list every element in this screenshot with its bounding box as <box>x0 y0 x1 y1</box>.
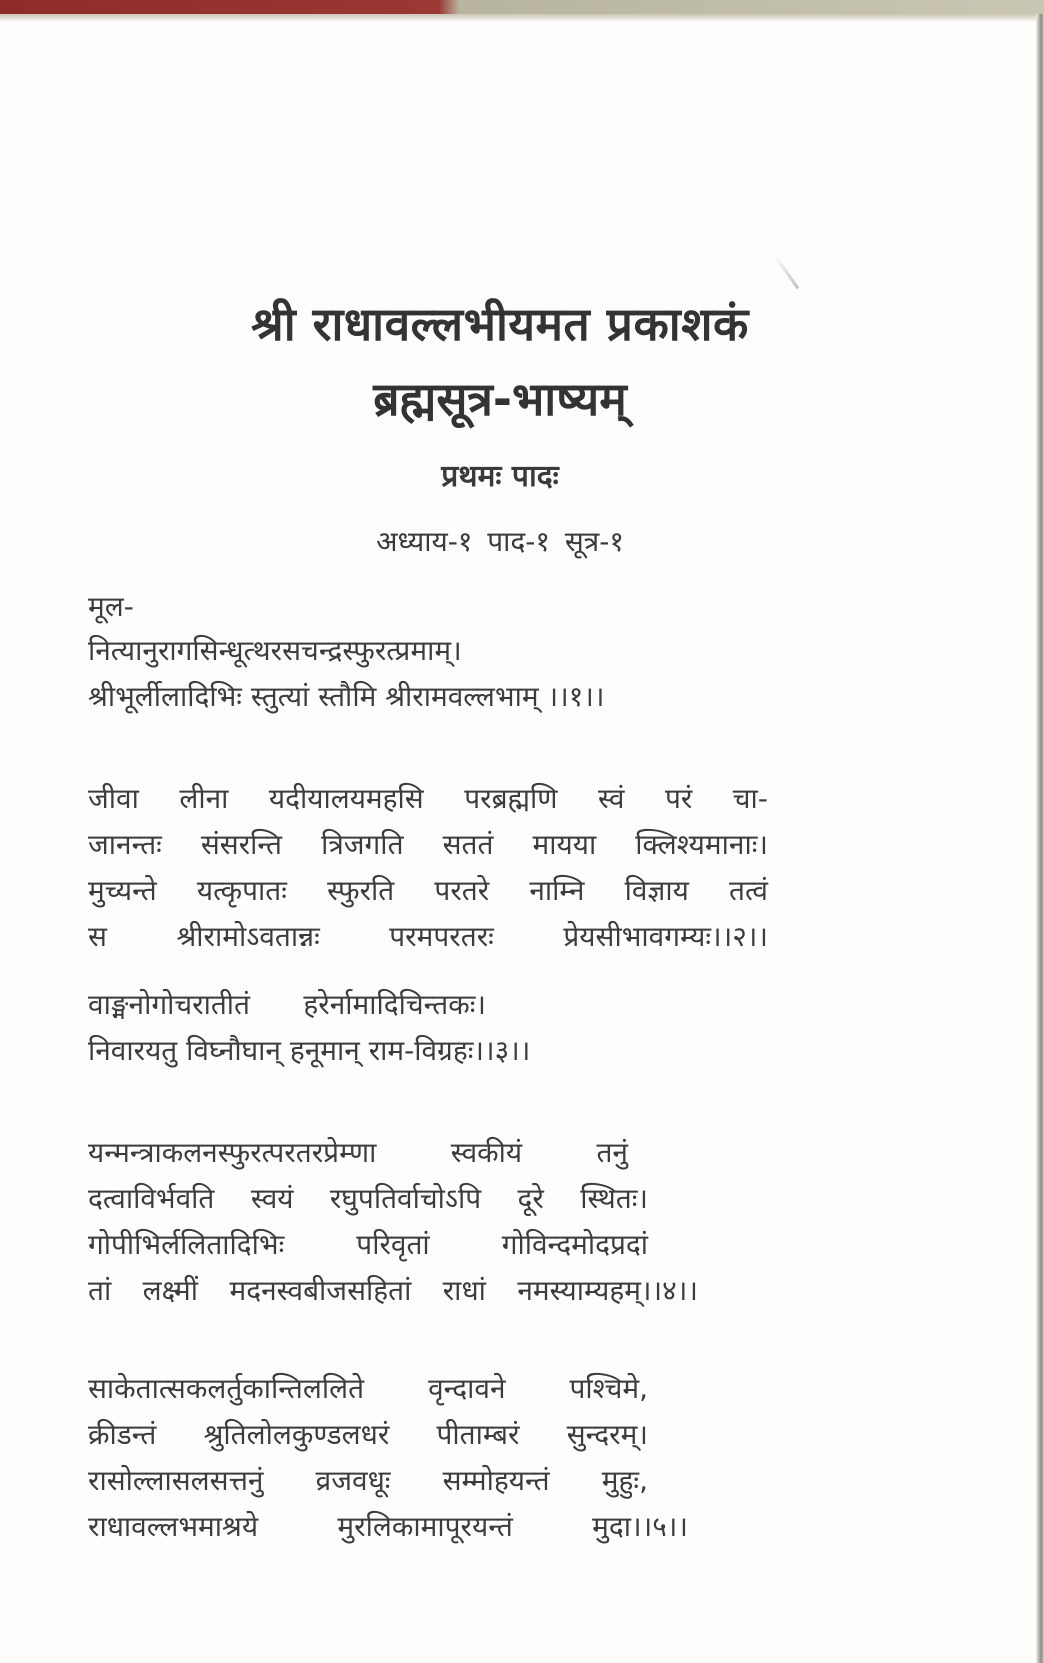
page-subtitle-main: ब्रह्मसूत्र-भाष्यम् <box>373 372 627 426</box>
verse-line: दत्वाविर्भवति स्वयं रघुपतिर्वाचोऽपि दूरे स्थितः। <box>88 1182 648 1215</box>
mool-label: मूल- <box>88 590 134 623</box>
verse-3 <box>88 982 828 1074</box>
verse-line: तां लक्ष्मीं मदनस्वबीजसहितां राधां नमस्याम्यहम्।।४।। <box>88 1274 698 1307</box>
scan-mark <box>774 255 799 289</box>
verse-line: श्रीभूर्लीलादिभिः स्तुत्यां स्तौमि श्रीरामवल्लभाम् ।।१।। <box>88 680 605 713</box>
section-heading: प्रथमः पादः <box>441 459 559 494</box>
verse-line: जानन्तः संसरन्ति त्रिजगति सततं मायया क्लिश्यमानाः। <box>88 828 768 861</box>
verse-2 <box>88 776 828 960</box>
book-cover-edge <box>0 0 1044 14</box>
verse-line: मुच्यन्ते यत्कृपातः स्फुरति परतरे नाम्नि विज्ञाय तत्वं <box>88 874 768 907</box>
page-top-shadow <box>0 14 1044 22</box>
verse-line: नित्यानुरागसिन्धूत्थरसचन्द्रस्फुरत्प्रमाम्। <box>88 634 462 667</box>
page-title: श्री राधावल्लभीयमत प्रकाशकं <box>251 297 749 351</box>
page-right-edge <box>1036 14 1044 1663</box>
verse-line: स श्रीरामोऽवतान्नः परमपरतरः प्रेयसीभावगम्यः।।२।। <box>88 920 768 953</box>
book-page <box>0 22 1036 1663</box>
verse-line: राधावल्लभमाश्रये मुरलिकामापूरयन्तं मुदा।।५।। <box>88 1510 688 1543</box>
verse-4 <box>88 1130 828 1314</box>
verse-line: वाङ्मनोगोचरातीतं हरेर्नामादिचिन्तकः। <box>88 988 487 1021</box>
verse-line: गोपीभिर्ललितादिभिः परिवृतां गोविन्दमोदप्रदां <box>88 1228 648 1261</box>
verse-line: जीवा लीना यदीयालयमहसि परब्रह्मणि स्वं परं चा- <box>88 782 768 815</box>
verse-line: रासोल्लासलसत्तनुं व्रजवधूः सम्मोहयन्तं मुहुः, <box>88 1464 648 1497</box>
verse-1 <box>88 628 828 720</box>
verse-5 <box>88 1366 828 1550</box>
verse-line: निवारयतु विघ्नौघान् हनूमान् राम-विग्रहः।।३।। <box>88 1034 531 1067</box>
chapter-reference: अध्याय-१ पाद-१ सूत्र-१ <box>376 525 624 558</box>
verse-line: साकेतात्सकलर्तुकान्तिललिते वृन्दावने पश्चिमे, <box>88 1372 648 1405</box>
verse-line: क्रीडन्तं श्रुतिलोलकुण्डलधरं पीताम्बरं सुन्दरम्। <box>88 1418 648 1451</box>
verse-line: यन्मन्त्राकलनस्फुरत्परतरप्रेम्णा स्वकीयं तनुं <box>88 1136 628 1169</box>
